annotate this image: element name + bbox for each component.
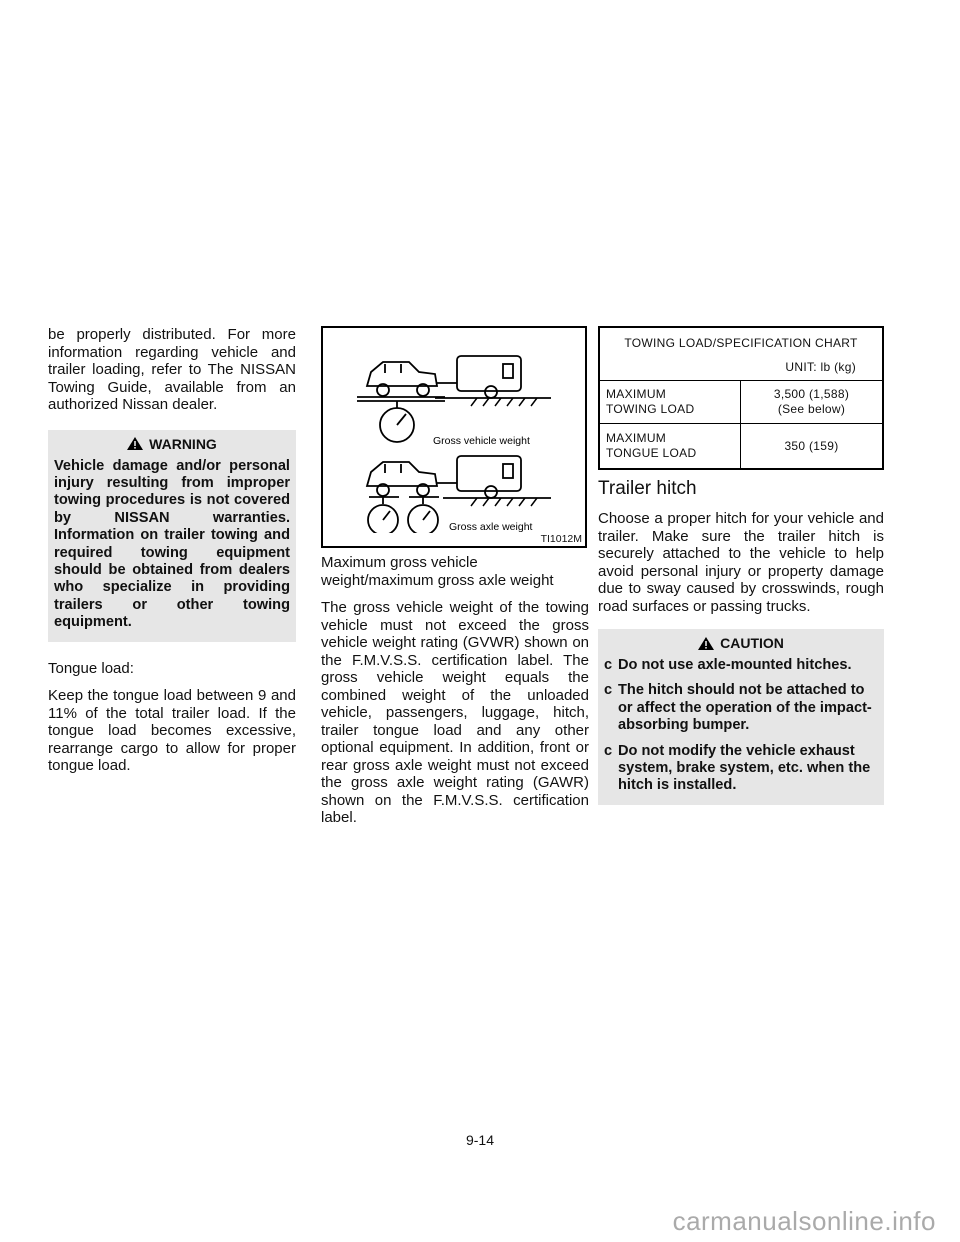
- bullet-mark: c: [604, 657, 613, 673]
- caution-item: The hitch should not be attached to or affect the operation of the impact-absorbing bumper.: [618, 682, 872, 734]
- chart-unit: UNIT: lb (kg): [785, 360, 856, 374]
- list-item: [604, 682, 878, 734]
- warning-box: [48, 430, 296, 642]
- chart-header-row: [599, 327, 883, 381]
- towing-load-chart: [598, 326, 884, 470]
- trailer-hitch-heading: Trailer hitch: [598, 478, 697, 499]
- figure-code: TI1012M: [540, 533, 582, 545]
- left-column: [48, 326, 296, 775]
- tongue-load-heading: Tongue load:: [48, 659, 134, 677]
- intro-paragraph: be properly distributed. For more information regarding vehicle and trailer loading, refer to The NISSAN Towing Guide, available from an authorized Nissan dealer.: [48, 326, 296, 413]
- caution-item: Do not use axle-mounted hitches.: [618, 657, 852, 673]
- figure-caption: Maximum gross vehicle weight/maximum gross axle weight: [321, 554, 554, 589]
- caution-icon: [698, 637, 714, 650]
- gross-axle-weight-label: Gross axle weight: [449, 521, 533, 533]
- warning-title: WARNING: [149, 435, 217, 452]
- weight-figure: [321, 326, 587, 548]
- chart-row-label: MAXIMUM TONGUE LOAD: [599, 424, 741, 470]
- list-item: [604, 743, 878, 795]
- warning-header: [54, 434, 290, 458]
- gross-weight-paragraph: The gross vehicle weight of the towing vehicle must not exceed the gross vehicle weight rating (GVWR) shown on the F.M.V.S.S. certification label. The gross vehicle weight equals the combined weight of the unloaded vehicle, passengers, luggage, hitch, trailer tongue load and any other optional equipment. In addition, front or rear gross axle weight must not exceed the gross axle weight rating (GAWR) shown on the F.M.V.S.S. certification label.: [321, 599, 589, 826]
- trailer-hitch-paragraph: Choose a proper hitch for your vehicle and trailer. Make sure the trailer hitch is securely attached to the vehicle to help avoid personal injury or property damage due to sway caused by crosswinds, rough road surfaces or passing trucks.: [598, 510, 884, 615]
- chart-row-towing: [599, 381, 883, 424]
- list-item: [604, 657, 878, 674]
- right-column: [598, 326, 884, 805]
- caution-item: Do not modify the vehicle exhaust system, brake system, etc. when the hitch is installed.: [618, 742, 871, 794]
- caution-header: [604, 633, 878, 657]
- chart-row-tongue: [599, 424, 883, 470]
- bullet-mark: c: [604, 682, 613, 699]
- chart-row-value: 350 (159): [741, 424, 884, 470]
- chart-title: TOWING LOAD/SPECIFICATION CHART: [624, 336, 858, 350]
- bullet-mark: c: [604, 742, 613, 759]
- watermark: carmanualsonline.info: [672, 1206, 936, 1236]
- warning-text: Vehicle damage and/or personal injury resulting from improper towing procedures is not covered by NISSAN warranties. Information on trailer towing and required towing equipment should be obtained from dealers who specialize in providing trailers or other towing equipment.: [54, 457, 290, 631]
- chart-row-value: 3,500 (1,588) (See below): [741, 381, 884, 424]
- gross-vehicle-weight-label: Gross vehicle weight: [433, 435, 530, 447]
- tongue-load-paragraph: Keep the tongue load between 9 and 11% of the total trailer load. If the tongue load becomes excessive, rearrange cargo to allow for proper tongue load.: [48, 687, 296, 775]
- page-number: 9-14: [465, 1132, 495, 1148]
- caution-title: CAUTION: [720, 635, 784, 651]
- weight-illustration: [323, 328, 585, 533]
- chart-row-label: MAXIMUM TOWING LOAD: [599, 381, 741, 424]
- middle-column: [321, 326, 589, 827]
- warning-icon: [127, 437, 143, 450]
- caution-list: [604, 657, 878, 795]
- caution-box: [598, 629, 884, 805]
